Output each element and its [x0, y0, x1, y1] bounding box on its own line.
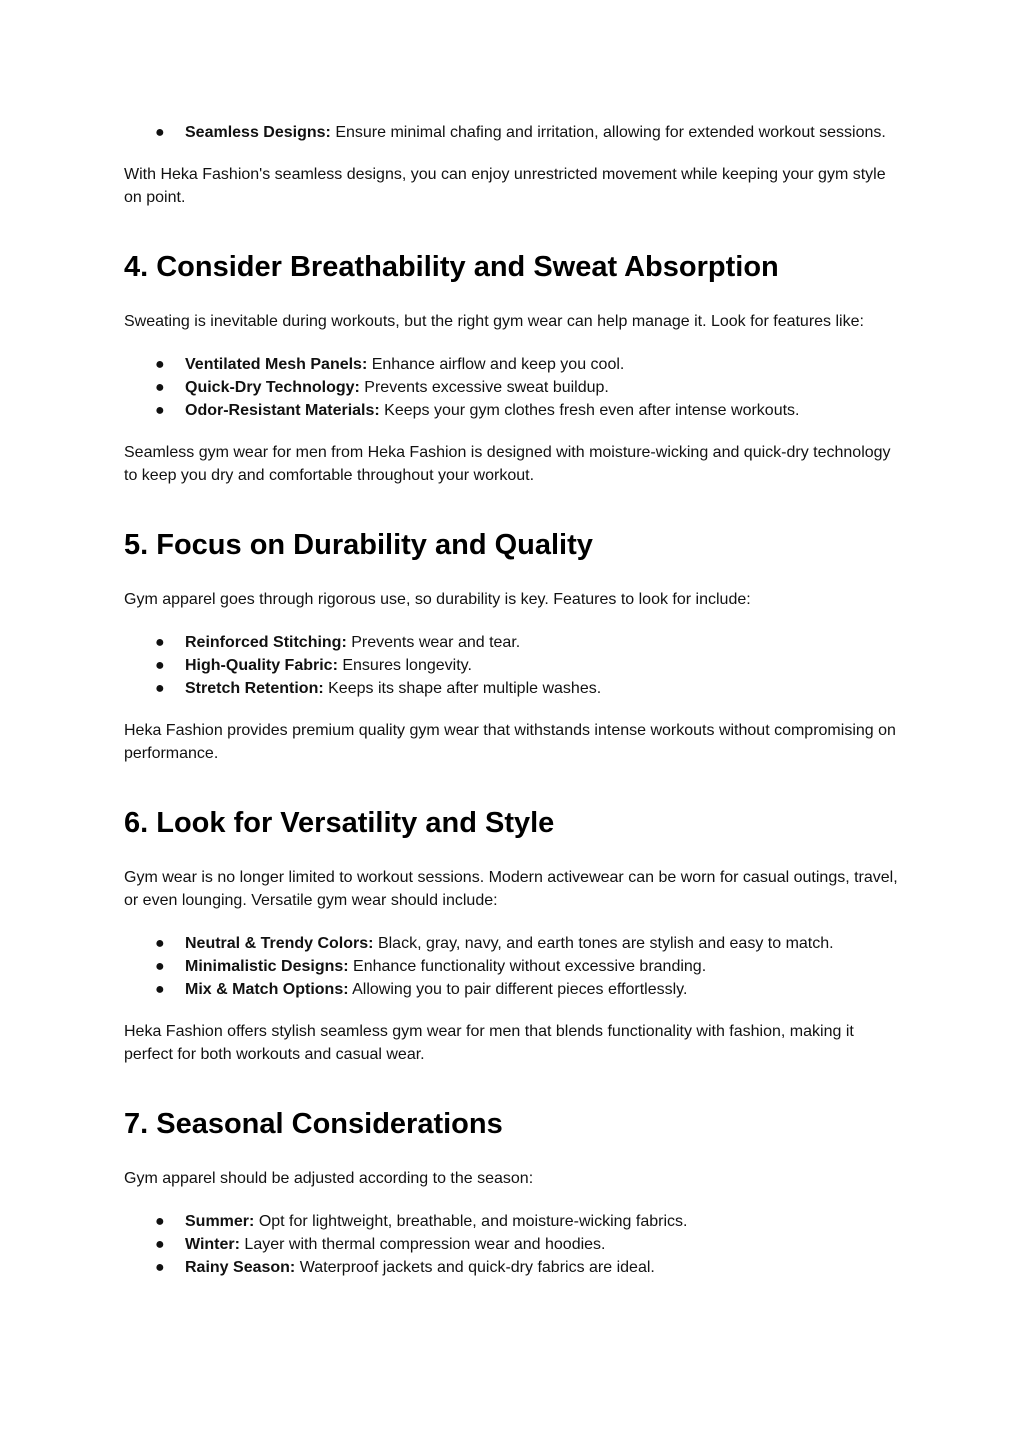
list-item [124, 654, 904, 677]
bullet-list [124, 932, 904, 1001]
list-item-text: Black, gray, navy, and earth tones are stylish and easy to match. [377, 935, 834, 952]
section-intro: Sweating is inevitable during workouts, but the right gym wear can help manage it. Look for features like: [124, 313, 864, 330]
bullet-icon: ● [155, 379, 165, 396]
section-closing: Heka Fashion provides premium quality gym wear that withstands intense workouts without compromising on performance. [124, 722, 896, 762]
bullet-icon: ● [155, 634, 165, 651]
bullet-icon: ● [155, 124, 165, 141]
bullet-list [124, 1210, 904, 1279]
list-item-term: Reinforced Stitching: [185, 634, 347, 651]
bullet-icon: ● [155, 1259, 165, 1276]
list-item [124, 121, 904, 144]
paragraph: With Heka Fashion's seamless designs, you can enjoy unrestricted movement while keeping your gym style on point. [124, 166, 886, 206]
section-intro: Gym wear is no longer limited to workout sessions. Modern activewear can be worn for casual outings, travel, or even lounging. Versatile gym wear should include: [124, 869, 898, 909]
list-item-term: Rainy Season: [185, 1259, 296, 1276]
section-heading: 6. Look for Versatility and Style [124, 807, 555, 839]
section-closing: Heka Fashion offers stylish seamless gym wear for men that blends functionality with fashion, making it perfect for both workouts and casual wear. [124, 1023, 854, 1063]
list-item-term: Odor-Resistant Materials: [185, 402, 380, 419]
bullet-icon: ● [155, 680, 165, 697]
list-item [124, 353, 904, 376]
list-item [124, 1210, 904, 1233]
list-item [124, 932, 904, 955]
bullet-list [124, 631, 904, 700]
bullet-icon: ● [155, 657, 165, 674]
list-item-text: Waterproof jackets and quick-dry fabrics are ideal. [299, 1259, 655, 1276]
list-item-text: Ensures longevity. [342, 657, 472, 674]
list-item [124, 677, 904, 700]
bullet-icon: ● [155, 981, 165, 998]
list-item-term: Minimalistic Designs: [185, 958, 349, 975]
list-item-term: Quick-Dry Technology: [185, 379, 360, 396]
bullet-icon: ● [155, 1213, 165, 1230]
bullet-list [124, 353, 904, 422]
list-item [124, 376, 904, 399]
intro-bullet-list [124, 121, 904, 144]
list-item [124, 399, 904, 422]
bullet-icon: ● [155, 935, 165, 952]
bullet-icon: ● [155, 958, 165, 975]
list-item [124, 631, 904, 654]
list-item [124, 955, 904, 978]
list-item-text: Enhance airflow and keep you cool. [371, 356, 625, 373]
section-heading: 7. Seasonal Considerations [124, 1108, 503, 1140]
list-item-text: Enhance functionality without excessive branding. [353, 958, 707, 975]
list-item [124, 1256, 904, 1279]
section-closing: Seamless gym wear for men from Heka Fashion is designed with moisture-wicking and quick-dry technology to keep you dry and comfortable throughout your workout. [124, 444, 891, 484]
list-item-term: Winter: [185, 1236, 240, 1253]
list-item-text: Keeps your gym clothes fresh even after intense workouts. [384, 402, 800, 419]
list-item-text: Allowing you to pair different pieces effortlessly. [352, 981, 688, 998]
list-item-term: Ventilated Mesh Panels: [185, 356, 368, 373]
list-item-text: Prevents wear and tear. [351, 634, 521, 651]
section-intro: Gym apparel goes through rigorous use, so durability is key. Features to look for include: [124, 591, 751, 608]
list-item-text: Opt for lightweight, breathable, and moisture-wicking fabrics. [258, 1213, 688, 1230]
list-item-text: Keeps its shape after multiple washes. [328, 680, 602, 697]
list-item-text: Prevents excessive sweat buildup. [364, 379, 609, 396]
list-item-term: Mix & Match Options: [185, 981, 349, 998]
section-heading: 4. Consider Breathability and Sweat Absorption [124, 251, 779, 283]
list-item [124, 978, 904, 1001]
list-item-term: Neutral & Trendy Colors: [185, 935, 374, 952]
list-item-term: High-Quality Fabric: [185, 657, 338, 674]
list-item [124, 1233, 904, 1256]
section-intro: Gym apparel should be adjusted according to the season: [124, 1170, 534, 1187]
list-item-text: Layer with thermal compression wear and hoodies. [244, 1236, 606, 1253]
list-item-term: Summer: [185, 1213, 255, 1230]
bullet-icon: ● [155, 356, 165, 373]
list-item-text: Ensure minimal chafing and irritation, allowing for extended workout sessions. [335, 124, 886, 141]
bullet-icon: ● [155, 1236, 165, 1253]
list-item-term: Seamless Designs: [185, 124, 331, 141]
section-heading: 5. Focus on Durability and Quality [124, 529, 593, 561]
document-page [124, 121, 904, 1279]
bullet-icon: ● [155, 402, 165, 419]
list-item-term: Stretch Retention: [185, 680, 324, 697]
